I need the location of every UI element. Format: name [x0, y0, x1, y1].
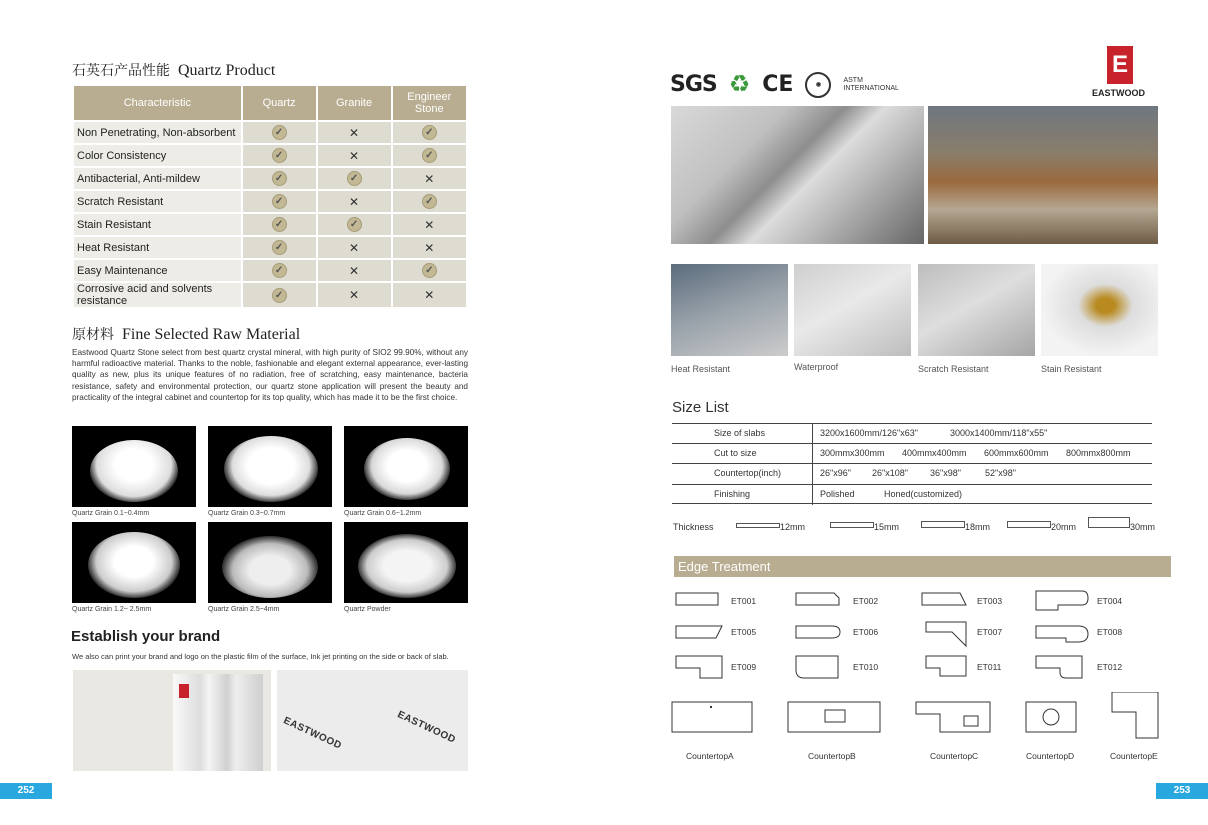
- cross-cell: [393, 237, 466, 258]
- quartz-product-heading: 石英石产品性能 Quartz Product: [72, 62, 276, 79]
- cross-cell: [393, 283, 466, 307]
- size-row: Countertop(inch) 26"x96" 26"x108" 36"x98" 52"x98": [672, 463, 1152, 483]
- size-row: Finishing Polished Honed(customized): [672, 484, 1152, 504]
- edge-label: ET006: [853, 627, 879, 637]
- check-cell: [243, 237, 316, 258]
- heat-test-photo: [671, 264, 788, 356]
- raw-material-heading: 原材料 Fine Selected Raw Material: [72, 326, 301, 343]
- edge-profile-icon: [1036, 656, 1082, 678]
- header-characteristic: Characteristic: [74, 86, 241, 120]
- cross-cell: [318, 260, 391, 281]
- check-icon: ✓: [422, 194, 437, 209]
- thickness-value: 30mm: [1130, 522, 1156, 532]
- table-row: [74, 237, 466, 258]
- check-cell: [393, 260, 466, 281]
- test-caption: Scratch Resistant: [918, 364, 989, 374]
- edge-profile-icon: [1036, 591, 1088, 610]
- edge-profile-icon: [676, 593, 718, 605]
- cross-icon: ✕: [349, 148, 360, 163]
- header-quartz: Quartz: [243, 86, 316, 120]
- check-cell: [318, 214, 391, 235]
- characteristic-label: Corrosive acid and solvents resistance: [74, 283, 241, 307]
- eastwood-logo-icon: E: [1107, 46, 1133, 84]
- countertop-label: CountertopC: [930, 751, 979, 761]
- check-icon: ✓: [272, 148, 287, 163]
- check-icon: ✓: [272, 217, 287, 232]
- characteristic-label: Scratch Resistant: [74, 191, 241, 212]
- page-number: 253: [1156, 783, 1208, 799]
- check-icon: ✓: [272, 288, 287, 303]
- check-cell: [243, 191, 316, 212]
- check-cell: [243, 122, 316, 143]
- grain-caption: Quartz Powder: [344, 606, 391, 613]
- edge-treatment-title: Edge Treatment: [674, 556, 1171, 577]
- table-row: [74, 145, 466, 166]
- edge-label: ET001: [731, 596, 757, 606]
- countertop-drawings: [670, 692, 1160, 742]
- certification-logos: [670, 70, 899, 99]
- grain-caption: Quartz Grain 2.5~4mm: [208, 606, 280, 613]
- grain-caption: Quartz Grain 0.3~0.7mm: [208, 510, 286, 517]
- cross-icon: ✕: [424, 217, 435, 232]
- brand-text: We also can print your brand and logo on the plastic film of the surface, Ink jet printing on the side or back of slab.: [72, 652, 449, 661]
- warehouse-photo: [928, 106, 1158, 244]
- check-cell: [393, 191, 466, 212]
- edge-label: ET009: [731, 662, 757, 672]
- showroom-photo: [671, 106, 924, 244]
- edge-label: ET010: [853, 662, 879, 672]
- sgs-logo: SGS: [670, 72, 717, 97]
- edge-profile-icon: [1036, 626, 1088, 642]
- check-icon: ✓: [272, 125, 287, 140]
- edge-profile-icon: [796, 626, 840, 638]
- table-row: [74, 260, 466, 281]
- cross-icon: ✕: [349, 240, 360, 255]
- header-engineer-stone: Engineer Stone: [393, 86, 466, 120]
- film-brand-logo: EASTWOOD: [395, 709, 458, 746]
- grain-caption: Quartz Grain 0.6~1.2mm: [344, 510, 422, 517]
- cross-icon: ✕: [349, 263, 360, 278]
- cross-icon: ✕: [424, 171, 435, 186]
- scratch-test-photo: [918, 264, 1035, 356]
- check-cell: [243, 168, 316, 189]
- cross-cell: [318, 145, 391, 166]
- edge-profile-icon: [922, 593, 966, 605]
- table-row: [74, 122, 466, 143]
- table-row: [74, 168, 466, 189]
- waterproof-test-photo: [794, 264, 911, 356]
- edge-label: ET008: [1097, 627, 1123, 637]
- check-cell: [393, 122, 466, 143]
- cross-cell: [393, 168, 466, 189]
- table-row: [74, 214, 466, 235]
- brand-title: Establish your brand: [71, 628, 221, 645]
- thickness-bar: [830, 522, 874, 528]
- eastwood-logo-text: EASTWOOD: [1092, 88, 1145, 98]
- cross-icon: ✕: [349, 288, 360, 302]
- cross-cell: [318, 283, 391, 307]
- edge-profile-icon: [926, 622, 966, 646]
- edge-profile-icon: [676, 656, 722, 678]
- characteristic-label: Color Consistency: [74, 145, 241, 166]
- size-list-title: Size List: [672, 399, 729, 416]
- edge-profile-icon: [926, 656, 966, 676]
- grain-photo: [208, 426, 332, 507]
- recycle-icon: ♻: [728, 71, 751, 98]
- header-granite: Granite: [318, 86, 391, 120]
- grain-photo: [72, 426, 196, 507]
- edge-label: ET012: [1097, 662, 1123, 672]
- test-caption: Waterproof: [794, 362, 839, 372]
- check-cell: [243, 260, 316, 281]
- cross-icon: ✕: [349, 194, 360, 209]
- grain-photo: [344, 522, 468, 603]
- edge-label: ET002: [853, 596, 879, 606]
- thickness-label: Thickness: [673, 522, 714, 532]
- thickness-value: 18mm: [965, 522, 991, 532]
- grain-photo: [344, 426, 468, 507]
- edge-profile-icon: [676, 626, 722, 638]
- edge-label: ET004: [1097, 596, 1123, 606]
- branded-slab-photo: [73, 670, 271, 771]
- thickness-value: 15mm: [874, 522, 900, 532]
- raw-material-text: Eastwood Quartz Stone select from best quartz crystal mineral, with high purity of SIO2 99.90%, without any harmful radioactive material. Thanks to the noble, fashionable and elegant external appearance, ever-lasting quality as new, plus its unique features of no radiation, free of scratching, easy maintenance, bacteria resistance, safety and environmental protection, our quartz stone application will present the beauty and practicality of the integral cabinet and countertop for its top quality, which has made it to be the first choice.: [72, 348, 468, 402]
- right-page: [604, 0, 1208, 825]
- check-icon: ✓: [422, 263, 437, 278]
- characteristic-table: [72, 84, 468, 309]
- countertop-label: CountertopE: [1110, 751, 1158, 761]
- cross-cell: [318, 122, 391, 143]
- astm-text: ASTM INTERNATIONAL: [843, 76, 899, 92]
- check-icon: ✓: [347, 217, 362, 232]
- countertop-label: CountertopB: [808, 751, 856, 761]
- edge-label: ET011: [977, 662, 1002, 672]
- grain-photo: [208, 522, 332, 603]
- characteristic-label: Easy Maintenance: [74, 260, 241, 281]
- cross-icon: ✕: [424, 288, 435, 302]
- characteristic-label: Non Penetrating, Non-absorbent: [74, 122, 241, 143]
- characteristic-label: Heat Resistant: [74, 237, 241, 258]
- ce-logo: CE: [762, 72, 794, 97]
- countertop-c-icon: [916, 702, 990, 732]
- edge-profile-icon: [796, 593, 839, 605]
- edge-label: ET007: [977, 627, 1003, 637]
- cross-icon: ✕: [349, 125, 360, 140]
- check-icon: ✓: [422, 125, 437, 140]
- check-cell: [318, 168, 391, 189]
- table-body: [74, 122, 466, 307]
- grain-caption: Quartz Grain 0.1~0.4mm: [72, 510, 150, 517]
- edge-label: ET003: [977, 596, 1003, 606]
- countertop-label: CountertopA: [686, 751, 734, 761]
- thickness-value: 12mm: [780, 522, 806, 532]
- cross-icon: ✕: [424, 240, 435, 255]
- test-caption: Stain Resistant: [1041, 364, 1102, 374]
- check-icon: ✓: [272, 171, 287, 186]
- cross-cell: [318, 237, 391, 258]
- characteristic-label: Antibacterial, Anti-mildew: [74, 168, 241, 189]
- film-brand-logo: EASTWOOD: [281, 715, 344, 752]
- test-caption: Heat Resistant: [671, 364, 731, 374]
- edge-profile-icon: [796, 656, 838, 678]
- thickness-bar: [1007, 521, 1051, 528]
- stain-test-photo: [1041, 264, 1158, 356]
- grain-photo: [72, 522, 196, 603]
- check-icon: ✓: [272, 240, 287, 255]
- cross-cell: [318, 191, 391, 212]
- grain-caption: Quartz Grain 1.2~ 2.5mm: [72, 606, 152, 613]
- countertop-label: CountertopD: [1026, 751, 1075, 761]
- printed-film-photo: [277, 670, 468, 771]
- cross-cell: [393, 214, 466, 235]
- check-cell: [243, 283, 316, 307]
- characteristic-label: Stain Resistant: [74, 214, 241, 235]
- thickness-bar: [1088, 517, 1130, 528]
- size-row: Cut to size 300mmx300mm 400mmx400mm 600mmx600mm 800mmx800mm: [672, 443, 1152, 463]
- table-row: [74, 283, 466, 307]
- check-cell: [243, 214, 316, 235]
- table-row: [74, 191, 466, 212]
- check-icon: ✓: [272, 263, 287, 278]
- check-cell: [393, 145, 466, 166]
- page-number: 252: [0, 783, 52, 799]
- astm-icon: ◉: [805, 72, 831, 98]
- check-cell: [243, 145, 316, 166]
- size-row: Size of slabs 3200x1600mm/126"x63" 3000x1400mm/118"x55": [672, 423, 1152, 443]
- edge-label: ET005: [731, 627, 757, 637]
- check-icon: ✓: [347, 171, 362, 186]
- thickness-bar: [921, 521, 965, 528]
- check-icon: ✓: [422, 148, 437, 163]
- countertop-e-icon: [1112, 692, 1158, 738]
- thickness-bar: [736, 523, 780, 528]
- thickness-value: 20mm: [1051, 522, 1077, 532]
- check-icon: ✓: [272, 194, 287, 209]
